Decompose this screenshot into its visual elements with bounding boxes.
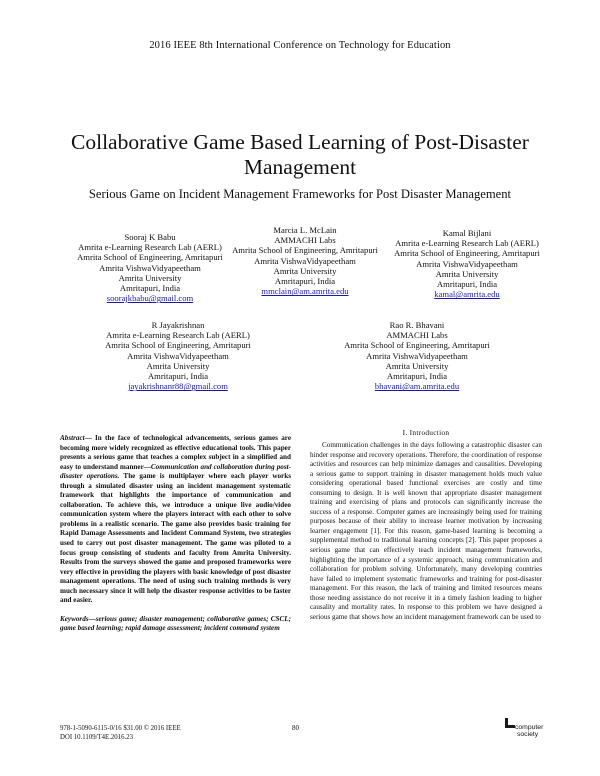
author-email[interactable]: bhavani@am.amrita.edu <box>374 381 460 392</box>
author-block <box>88 320 268 391</box>
author-email[interactable]: soorajkbabu@gmail.com <box>106 293 194 304</box>
author-affiliation: Amritapuri, India <box>436 279 498 290</box>
author-affiliation: Amritapuri, India <box>274 276 336 287</box>
author-affiliation: AMMACHI Labs <box>274 235 336 246</box>
author-name: Marcia L. McLain <box>273 225 337 235</box>
footer-doi: DOI 10.1109/T4E.2016.23 <box>60 734 133 741</box>
title-line-2: Management <box>243 155 357 179</box>
author-affiliation: Amrita e-Learning Research Lab (AERL) <box>395 238 539 249</box>
author-affiliation: Amrita School of Engineering, Amritapuri <box>77 252 223 263</box>
abstract-column <box>60 434 291 634</box>
author-affiliation: Amrita VishwaVidyapeetham <box>416 258 518 269</box>
author-affiliation: Amrita University <box>146 360 210 371</box>
author-affiliation: Amrita School of Engineering, Amritapuri <box>232 245 378 256</box>
author-email[interactable]: mmclain@am.amrita.edu <box>261 286 349 297</box>
author-affiliation: Amrita e-Learning Research Lab (AERL) <box>106 330 250 341</box>
paper-subtitle: Serious Game on Incident Management Frameworks for Post Disaster Management <box>88 187 512 201</box>
keywords-label: Keywords <box>60 614 89 623</box>
author-name: Sooraj K Babu <box>124 232 176 242</box>
abstract-text-2: The game is multiplayer where each player works through a simulated disaster using an incident management systematic framework that highlights the importance of communication and collaboration. To achieve this, we introduce a unique live audio/video communication system where the players interact with each other to solve problems in a realistic scenario. The game also provides basic training for Rapid Damage Assessments and Incident Command System, two strategies used to carry out post disaster management. The game was piloted to a focus group consisting of students and faculty from Amrita University. Results from the surveys showed the game and proposed frameworks were very effective in providing the players with basic knowledge of post disaster management operations. The need of using such training methods is very much necessary since it will help the disaster response activities to be faster and easier. <box>60 472 291 605</box>
title-line-1: Collaborative Game Based Learning of Post-Disaster <box>71 130 529 154</box>
keywords <box>60 615 291 634</box>
author-affiliation: Amrita School of Engineering, Amritapuri <box>344 340 490 351</box>
author-affiliation: Amritapuri, India <box>386 371 448 382</box>
author-affiliation: Amrita e-Learning Research Lab (AERL) <box>78 242 222 253</box>
author-affiliation: Amrita VishwaVidyapeetham <box>127 350 229 361</box>
author-email[interactable]: jayakrishnanr88@gmail.com <box>128 381 228 392</box>
author-affiliation: Amritapuri, India <box>147 371 209 382</box>
author-affiliation: Amrita University <box>435 268 499 279</box>
author-affiliation: Amritapuri, India <box>119 283 181 294</box>
introduction-text: Communication challenges in the days following a catastrophic disaster can hinder response and recovery operations. Therefore, the coordination of response activities and resources can help minimize damages and causalities. Developing a serious game to support training in disaster management holds much value considering operational based functional exercises are costly and time consuming to design. It is well known that appropriate disaster management training and exercising of plans and protocols can significantly increase the success of a response. Computer games are increasingly being used for training purposes because of their ability to increase learner motivation by increasing learner engagement [1]. For this reason, game-based learning is becoming a supplemental method to traditional learning concepts [2]. This paper proposes a serious game that can effectively teach incident management frameworks, highlighting the importance of a systemic approach, using communication and collaboration for problem solving. Unfortunately, many developing countries have failed to implement systematic frameworks and training for post-disaster management. For this reason, the lack of training and limited resources means those needing assistance do not receive it in a timely fashion leading to higher causality and mortality rates. In response to this problem we have designed a serious game that shows how an incident management framework can be used to <box>310 441 542 621</box>
logo-line-1: computer <box>515 724 544 731</box>
author-name: Kamal Bijlani <box>442 228 492 238</box>
author-name: Rao R. Bhavani <box>389 320 445 330</box>
paper-title <box>40 130 560 180</box>
author-affiliation: Amrita School of Engineering, Amritapuri <box>394 248 540 259</box>
author-affiliation: Amrita School of Engineering, Amritapuri <box>105 340 251 351</box>
page-number: 80 <box>292 724 299 732</box>
author-block <box>377 228 557 299</box>
author-affiliation: Amrita University <box>385 360 449 371</box>
footer-copyright <box>60 724 181 742</box>
abstract-text: — In the face of technological advancements, serious games are becoming more widely recognized as effective educational tools. This paper presents a serious game that teaches a complex subject in a simplified and easy to understand manner— <box>60 434 291 471</box>
author-block <box>327 320 507 391</box>
author-affiliation: Amrita University <box>118 272 182 283</box>
abstract-label: Abstract <box>60 434 85 442</box>
author-affiliation: Amrita VishwaVidyapeetham <box>366 350 468 361</box>
section-heading-introduction: I. Introduction <box>402 428 450 437</box>
author-affiliation: Amrita University <box>273 265 337 276</box>
author-block <box>60 232 240 303</box>
author-email[interactable]: kamal@amrita.edu <box>434 289 500 300</box>
computer-society-logo <box>503 718 548 748</box>
abstract-italic: Communication and collaboration during post-disaster operations. <box>60 462 291 481</box>
author-affiliation: AMMACHI Labs <box>386 330 448 341</box>
computer-society-mark-icon <box>505 718 515 728</box>
abstract <box>60 434 291 606</box>
author-affiliation: Amrita VishwaVidyapeetham <box>254 255 356 266</box>
conference-header: 2016 IEEE 8th International Conference on Technology for Education <box>149 40 451 51</box>
footer-isbn: 978-1-5090-6115-0/16 $31.00 © 2016 IEEE <box>60 725 181 732</box>
logo-line-2: society <box>517 731 539 738</box>
author-name: R Jayakrishnan <box>151 320 205 330</box>
keywords-text: —serious game; disaster management; collaborative games; CSCL; game based learning; rapid damage assessment; incident command system <box>60 614 291 633</box>
author-affiliation: Amrita VishwaVidyapeetham <box>99 262 201 273</box>
author-block <box>220 225 390 296</box>
